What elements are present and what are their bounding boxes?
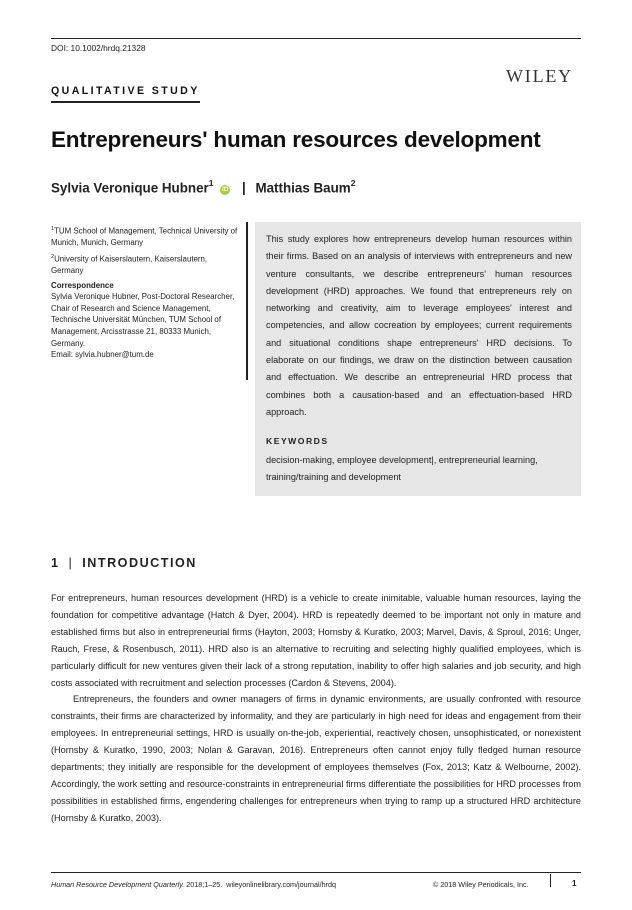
footer-divider — [550, 874, 551, 887]
doi[interactable]: DOI: 10.1002/hrdq.21328 — [51, 43, 146, 53]
footer-citation: Human Resource Development Quarterly. 2018;1–25. wileyonlinelibrary.com/journal/hrdq — [51, 880, 337, 889]
author-affil-sup: 2 — [350, 178, 356, 188]
author-line — [51, 179, 355, 195]
orcid-icon[interactable]: iD — [221, 186, 229, 194]
body-text — [51, 590, 581, 827]
paragraph: Entrepreneurs, the founders and owner managers of firms in dynamic environments, are usually confronted with resource constraints, their firms are characterized by informality, and they are particularly in high need for ideas and engagement from their employees. In entrepreneurial settings, HRD is usually on-the-job, experiential, reactively chosen, unsophisticated, or nonexistent (Hornsby & Kuratko, 1990, 2003; Nolan & Garavan, 2016). Entrepreneurs often cannot enjoy fully fledged human resource departments; they initially are responsible for the development of employees themselves (Fox, 2013; Katz & Welbourne, 2002). Accordingly, the work setting and resource-constraints in entrepreneurial firms differentiate the possibilities for HRD processes from possibilities in established firms, engendering challenges for entrepreneurs when trying to ramp up a structured HRD architecture (Hornsby & Kuratko, 2003). — [51, 694, 581, 823]
footer-url[interactable]: wileyonlinelibrary.com/journal/hrdq — [226, 880, 337, 889]
article-category: QUALITATIVE STUDY — [51, 85, 200, 103]
page-number: 1 — [572, 879, 577, 888]
correspondence-heading: Correspondence — [51, 280, 114, 290]
abstract-text: This study explores how entrepreneurs develop human resources within their firms. Based on an analysis of interviews with entrepreneurs and new venture consultants, we describe entrepreneurs' human resources development (HRD) approaches. We found that entrepreneurs rely on networking and creativity, aim to leverage employees' interest and competencies, and allow cocreation by employees; current requirements and situational conditions shape entrepreneurs' HRD decisions. To elaborate on our findings, we draw on the distinction between causation and effectuation. We describe an entrepreneurial HRD process that combines both a causation-based and an effectuation-based HRD approach. — [266, 234, 572, 417]
affiliation: $^1$TUM School of Management, Technical University of Munich, Munich, Germany — [51, 226, 238, 248]
section-separator: | — [68, 556, 74, 570]
section-title: INTRODUCTION — [82, 556, 197, 570]
section-number: 1 — [51, 556, 60, 570]
affiliation: $^2$University of Kaiserslautern, Kaiserslautern, Germany — [51, 253, 208, 276]
column-divider — [246, 222, 248, 380]
affiliations-column — [51, 224, 241, 364]
paragraph: For entrepreneurs, human resources development (HRD) is a vehicle to create inimitable, valuable human resources, laying the foundation for competitive advantage (Hatch & Dyer, 2004). HRD is repeatedly deemed to be important not only in mature and established firms but also in entrepreneurial firms (Hayton, 2003; Hornsby & Kuratko, 2003; Marvel, Davis, & Sproul, 2016; Unger, Rauch, Frese, & Rosenbusch, 2011). HRD also is an alternative to recruiting and selecting highly qualified employees, which is particularly difficult for new ventures given their lack of a strong reputation, inability to offer high salaries and job security, and high costs associated with recruitment and selection processes (Cardon & Stevens, 2004). — [51, 593, 581, 688]
header-rule — [51, 38, 581, 39]
author-affil-sup: 1 — [208, 178, 214, 188]
keywords-text: decision-making, employee development|, entrepreneurial learning, training/training and development — [266, 455, 538, 482]
correspondence-text: Sylvia Veronique Hubner, Post-Doctoral Researcher, Chair of Research and Science Management, Technische Universität München, TUM School of Management, Arcisstrasse 21, 80333 Munich, Germany. Email: sylvia.hubner@tum.de — [51, 292, 235, 360]
footer-copyright: © 2018 Wiley Periodicals, Inc. — [433, 880, 529, 889]
publisher-logo: WILEY — [506, 66, 573, 86]
article-title: Entrepreneurs' human resources development — [51, 127, 541, 152]
footer-rule — [51, 872, 581, 873]
author-name[interactable]: Matthias Baum — [255, 180, 351, 196]
author-separator: | — [241, 180, 246, 196]
correspondence-email[interactable]: Email: sylvia.hubner@tum.de — [51, 350, 154, 360]
section-heading — [51, 556, 197, 570]
author-name[interactable]: Sylvia Veronique Hubner — [51, 180, 209, 196]
keywords-heading: KEYWORDS — [266, 436, 329, 446]
